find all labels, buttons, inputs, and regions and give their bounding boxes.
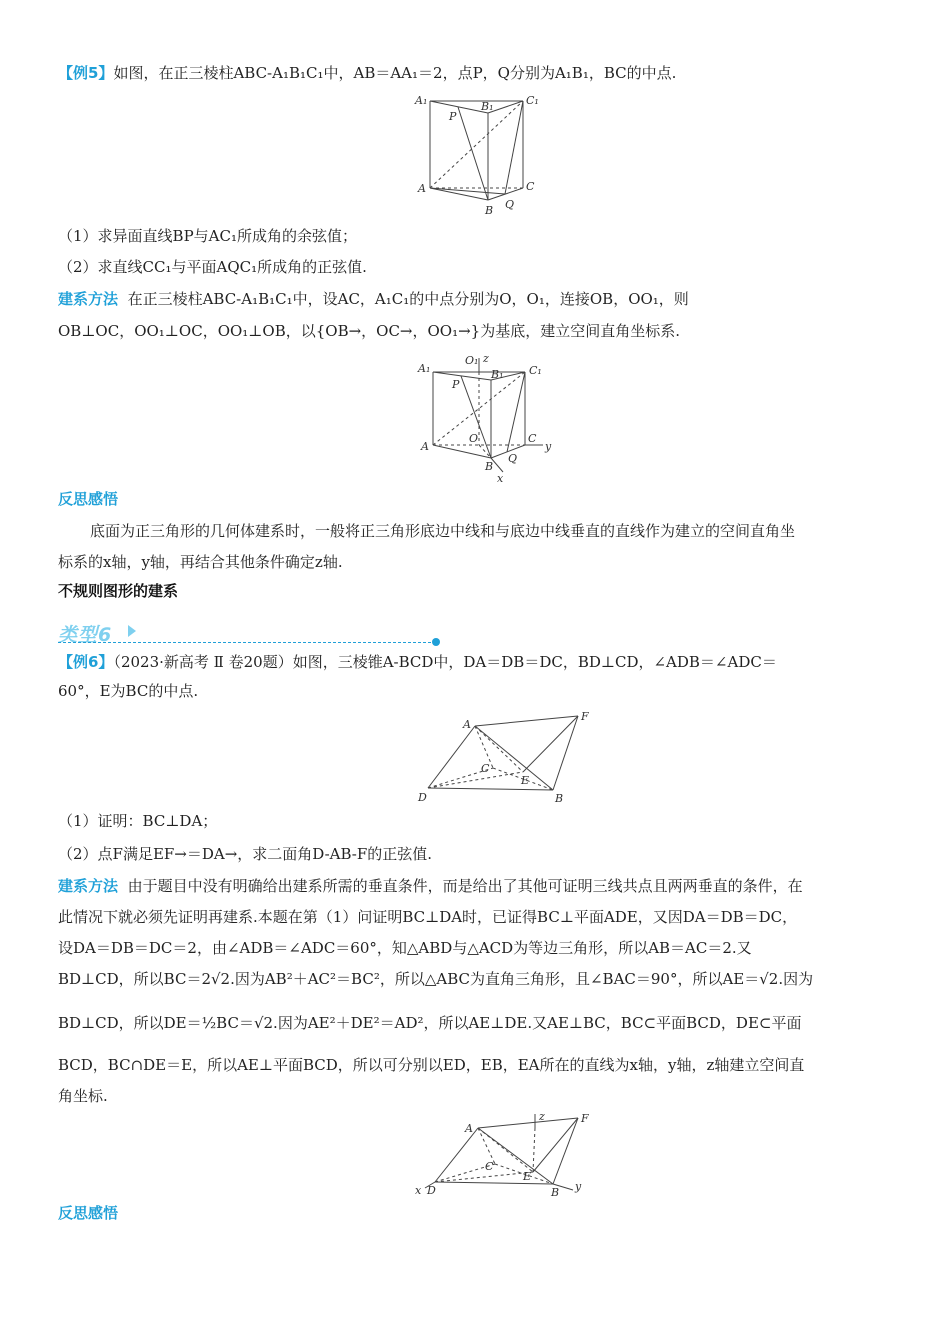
label-P: P (452, 378, 460, 391)
example6-method-line1 (58, 875, 803, 897)
play-icon (128, 625, 136, 637)
label-A: A (465, 1122, 473, 1135)
example5-method-line1 (58, 288, 689, 310)
reflect1-head: 反思感悟 (58, 490, 119, 508)
label-F: F (581, 710, 589, 723)
label-C: C (481, 762, 490, 775)
reflect1-line1: 底面为正三角形的几何体建系时，一般将正三角形底边中线和与底边中线垂直的直线作为建立的空间直角坐 (90, 522, 796, 540)
example6-m5: BD⊥CD，所以DE＝½BC＝√2.因为AE²＋DE²＝AD²，所以AE⊥DE.又AE⊥BC，BC⊂平面BCD，DE⊂平面 (58, 1014, 802, 1032)
divider-dot (432, 638, 440, 646)
example6-m3: 设DA＝DB＝DC＝2，由∠ADB＝∠ADC＝60°，知△ABD与△ACD为等边三角形，所以AB＝AC＝2.又 (58, 939, 752, 957)
reflect1-line2: 标系的x轴，y轴，再结合其他条件确定z轴. (58, 553, 343, 571)
label-A: A (418, 182, 426, 195)
label-x: x (415, 1184, 422, 1197)
label-A1: A₁ (415, 94, 428, 107)
example5-statement-line (58, 62, 676, 84)
example6-method-head: 建系方法 (58, 877, 119, 895)
example6-m7: 角坐标. (58, 1087, 108, 1105)
label-Q: Q (505, 198, 515, 211)
tetrahedron-figure (413, 708, 613, 808)
example5-q2: （2）求直线CC₁与平面AQC₁所成角的正弦值. (58, 258, 367, 276)
example5-method-text1: 在正三棱柱ABC-A₁B₁C₁中，设AC，A₁C₁的中点分别为O，O₁，连接OB，OO₁，则 (127, 290, 689, 308)
example6-q1: （1）证明：BC⊥DA； (58, 812, 218, 830)
label-B1: B₁ (491, 368, 504, 381)
divider (58, 642, 436, 643)
label-B: B (485, 460, 494, 473)
example6-statement2: 60°，E为BC的中点. (58, 682, 199, 700)
section-title: 不规则图形的建系 (58, 582, 179, 600)
label-z: z (483, 352, 489, 365)
example5-statement: 如图，在正三棱柱ABC-A₁B₁C₁中，AB＝AA₁＝2，点P，Q分别为A₁B₁，BC的中点. (113, 64, 677, 82)
type-badge-label: 类型6 (58, 624, 113, 646)
label-B: B (555, 792, 564, 805)
label-x: x (497, 472, 504, 485)
label-y: y (545, 440, 552, 453)
label-C: C (528, 432, 537, 445)
type-badge (58, 620, 448, 644)
tetrahedron-axes-figure (413, 1110, 613, 1200)
example6-m4: BD⊥CD，所以BC＝2√2.因为AB²＋AC²＝BC²，所以△ABC为直角三角形，且∠BAC＝90°，所以AE＝√2.因为 (58, 970, 814, 988)
label-E: E (523, 1170, 532, 1183)
label-C1: C₁ (529, 364, 542, 377)
label-E: E (521, 774, 530, 787)
label-O1: O₁ (465, 354, 479, 367)
label-C: C (485, 1160, 494, 1173)
reflect2-head: 反思感悟 (58, 1204, 119, 1222)
label-O: O (469, 432, 479, 445)
example6-statement1: （2023·新高考 Ⅱ 卷20题）如图，三棱锥A-BCD中，DA＝DB＝DC，BD⊥CD，∠ADB＝∠ADC＝ (113, 653, 777, 671)
label-B1: B₁ (481, 100, 494, 113)
label-C1: C₁ (526, 94, 539, 107)
example6-m2: 此情况下就必须先证明再建系.本题在第（1）问证明BC⊥DA时，已证得BC⊥平面ADE，又因DA＝DB＝DC， (58, 908, 798, 926)
label-A: A (421, 440, 429, 453)
label-D: D (427, 1184, 436, 1197)
label-A1: A₁ (418, 362, 431, 375)
label-D: D (418, 791, 427, 804)
label-A: A (463, 718, 471, 731)
label-z: z (539, 1110, 545, 1123)
example6-tag: 【例6】 (58, 653, 114, 671)
example5-method-head: 建系方法 (58, 290, 119, 308)
label-P: P (449, 110, 457, 123)
example5-method-line2: OB⊥OC，OO₁⊥OC，OO₁⊥OB，以{OB→，OC→，OO₁→}为基底，建立空间直角坐标系. (58, 322, 680, 340)
example6-m6: BCD，BC∩DE＝E，所以AE⊥平面BCD，所以可分别以ED，EB，EA所在的直线为x轴，y轴，z轴建立空间直 (58, 1056, 805, 1074)
example6-q2: （2）点F满足EF→＝DA→，求二面角D-AB-F的正弦值. (58, 845, 433, 863)
label-B: B (551, 1186, 560, 1199)
label-F: F (581, 1112, 589, 1125)
example5-tag: 【例5】 (58, 64, 114, 82)
example6-statement-line1 (58, 651, 777, 673)
label-Q: Q (508, 452, 518, 465)
label-y: y (575, 1180, 582, 1193)
label-C: C (526, 180, 535, 193)
example6-m1: 由于题目中没有明确给出建系所需的垂直条件，而是给出了其他可证明三线共点且两两垂直的条件，在 (127, 877, 803, 895)
prism-figure (413, 88, 603, 223)
prism-axes-figure (413, 350, 603, 485)
label-B: B (485, 204, 494, 217)
example5-q1: （1）求异面直线BP与AC₁所成角的余弦值； (58, 227, 357, 245)
